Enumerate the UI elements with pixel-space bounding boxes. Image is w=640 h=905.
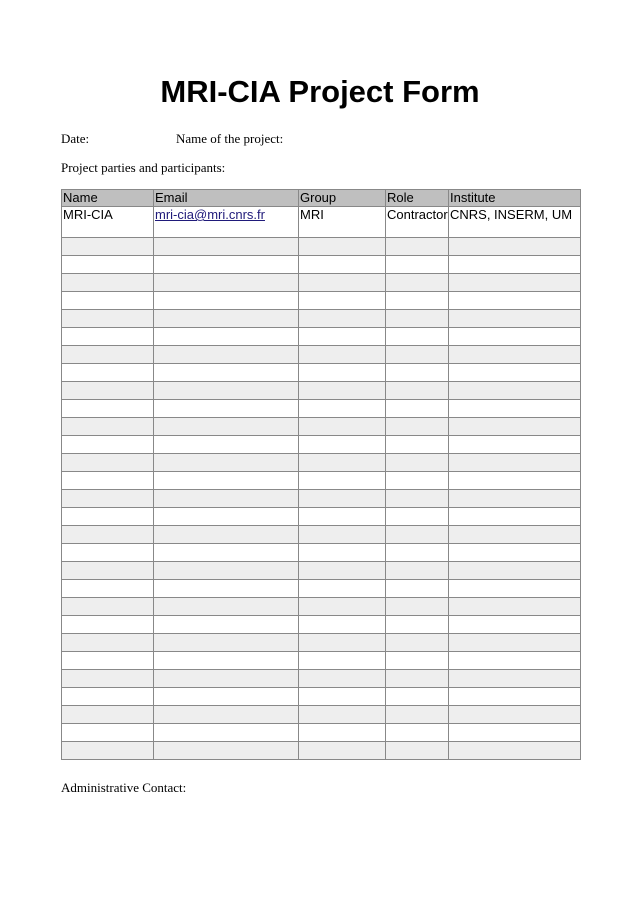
table-cell[interactable]	[154, 310, 299, 328]
table-cell[interactable]	[154, 634, 299, 652]
admin-contact-label: Administrative Contact:	[61, 780, 187, 795]
table-cell[interactable]	[449, 274, 581, 292]
table-cell[interactable]	[386, 364, 449, 382]
table-cell[interactable]	[154, 580, 299, 598]
table-cell[interactable]	[449, 256, 581, 274]
participants-table	[61, 189, 581, 760]
table-cell[interactable]	[154, 346, 299, 364]
header-institute: Institute	[449, 190, 581, 207]
table-row	[62, 436, 581, 454]
table-cell[interactable]	[449, 238, 581, 256]
table-cell[interactable]	[449, 292, 581, 310]
table-cell[interactable]	[449, 580, 581, 598]
table-cell[interactable]	[154, 670, 299, 688]
table-cell[interactable]	[449, 634, 581, 652]
table-cell[interactable]	[386, 436, 449, 454]
table-cell[interactable]	[154, 616, 299, 634]
table-row	[62, 742, 581, 760]
table-cell[interactable]	[386, 670, 449, 688]
table-cell[interactable]	[449, 454, 581, 472]
table-cell[interactable]	[154, 454, 299, 472]
table-cell[interactable]	[62, 670, 154, 688]
table-row	[62, 256, 581, 274]
table-cell[interactable]	[62, 346, 154, 364]
table-cell[interactable]	[62, 562, 154, 580]
table-cell[interactable]	[154, 544, 299, 562]
table-cell[interactable]	[386, 292, 449, 310]
table-cell[interactable]	[154, 526, 299, 544]
table-cell[interactable]	[386, 544, 449, 562]
table-cell[interactable]	[154, 742, 299, 760]
table-cell[interactable]	[299, 436, 386, 454]
table-cell[interactable]	[299, 544, 386, 562]
table-cell[interactable]	[449, 418, 581, 436]
table-cell[interactable]	[449, 364, 581, 382]
table-cell[interactable]	[62, 724, 154, 742]
table-cell[interactable]	[62, 364, 154, 382]
table-cell[interactable]	[62, 310, 154, 328]
table-cell[interactable]	[449, 616, 581, 634]
table-cell[interactable]	[449, 544, 581, 562]
table-cell[interactable]	[299, 364, 386, 382]
table-cell[interactable]	[62, 634, 154, 652]
table-row	[62, 346, 581, 364]
table-cell[interactable]	[154, 292, 299, 310]
table-cell[interactable]	[386, 382, 449, 400]
table-cell[interactable]	[299, 742, 386, 760]
table-cell[interactable]	[299, 328, 386, 346]
table-cell[interactable]	[386, 328, 449, 346]
table-cell[interactable]	[299, 508, 386, 526]
table-row	[62, 508, 581, 526]
table-row	[62, 490, 581, 508]
table-cell[interactable]	[62, 472, 154, 490]
table-row	[62, 274, 581, 292]
table-row	[62, 310, 581, 328]
table-row	[62, 580, 581, 598]
table-cell[interactable]	[154, 418, 299, 436]
table-cell[interactable]	[449, 436, 581, 454]
cell-name: MRI-CIA	[62, 207, 154, 238]
table-row	[62, 706, 581, 724]
table-row	[62, 454, 581, 472]
table-cell[interactable]	[62, 454, 154, 472]
table-cell[interactable]	[299, 616, 386, 634]
cell-email	[154, 207, 299, 238]
table-cell[interactable]	[299, 238, 386, 256]
table-cell[interactable]	[386, 418, 449, 436]
table-row	[62, 418, 581, 436]
table-cell[interactable]	[299, 598, 386, 616]
table-cell[interactable]	[299, 454, 386, 472]
table-cell[interactable]	[62, 652, 154, 670]
table-cell[interactable]	[62, 544, 154, 562]
table-cell[interactable]	[449, 598, 581, 616]
table-cell[interactable]	[386, 490, 449, 508]
table-cell[interactable]	[449, 490, 581, 508]
table-cell[interactable]	[449, 688, 581, 706]
table-cell[interactable]	[154, 688, 299, 706]
table-row	[62, 724, 581, 742]
table-cell[interactable]	[299, 256, 386, 274]
parties-label: Project parties and participants:	[61, 160, 226, 175]
table-cell[interactable]	[449, 328, 581, 346]
table-cell[interactable]	[299, 346, 386, 364]
table-row	[62, 328, 581, 346]
table-cell[interactable]	[154, 652, 299, 670]
project-name-label: Name of the project:	[176, 131, 284, 146]
table-cell[interactable]	[386, 742, 449, 760]
table-row	[62, 634, 581, 652]
table-row	[62, 598, 581, 616]
date-label: Date:	[61, 131, 90, 146]
table-cell[interactable]	[62, 400, 154, 418]
table-cell[interactable]	[386, 634, 449, 652]
table-row	[62, 238, 581, 256]
table-cell[interactable]	[299, 310, 386, 328]
table-cell[interactable]	[299, 688, 386, 706]
table-cell[interactable]	[299, 562, 386, 580]
table-row	[62, 652, 581, 670]
table-cell[interactable]	[62, 274, 154, 292]
table-cell[interactable]	[154, 724, 299, 742]
table-cell[interactable]	[62, 580, 154, 598]
table-row	[62, 400, 581, 418]
cell-group: MRI	[299, 207, 386, 238]
table-cell[interactable]	[386, 562, 449, 580]
table-cell[interactable]	[449, 742, 581, 760]
table-cell[interactable]	[299, 634, 386, 652]
table-cell[interactable]	[299, 724, 386, 742]
table-cell[interactable]	[154, 598, 299, 616]
table-cell[interactable]	[386, 238, 449, 256]
table-cell[interactable]	[449, 562, 581, 580]
table-cell[interactable]	[386, 616, 449, 634]
table-header-row	[62, 190, 581, 207]
table-row	[62, 382, 581, 400]
table-cell[interactable]	[386, 472, 449, 490]
table-cell[interactable]	[154, 274, 299, 292]
table-cell[interactable]	[154, 238, 299, 256]
table-cell[interactable]	[62, 418, 154, 436]
header-name: Name	[62, 190, 154, 207]
table-cell[interactable]	[62, 688, 154, 706]
table-cell[interactable]	[386, 580, 449, 598]
table-cell[interactable]	[386, 724, 449, 742]
table-cell[interactable]	[62, 490, 154, 508]
table-cell[interactable]	[449, 310, 581, 328]
table-row	[62, 364, 581, 382]
table-row	[62, 562, 581, 580]
table-cell[interactable]	[62, 292, 154, 310]
table-cell[interactable]	[449, 508, 581, 526]
table-cell[interactable]	[299, 472, 386, 490]
table-cell[interactable]	[449, 724, 581, 742]
table-cell[interactable]	[154, 256, 299, 274]
table-cell[interactable]	[449, 346, 581, 364]
table-cell[interactable]	[299, 490, 386, 508]
table-row	[62, 526, 581, 544]
table-cell[interactable]	[154, 400, 299, 418]
table-cell[interactable]	[62, 256, 154, 274]
table-cell[interactable]	[449, 400, 581, 418]
table-cell[interactable]	[154, 706, 299, 724]
table-cell[interactable]	[299, 652, 386, 670]
table-cell[interactable]	[299, 418, 386, 436]
cell-institute: CNRS, INSERM, UM	[449, 207, 581, 238]
table-cell[interactable]	[299, 670, 386, 688]
email-link[interactable]: mri-cia@mri.cnrs.fr	[155, 207, 265, 222]
table-cell[interactable]	[62, 238, 154, 256]
table-cell[interactable]	[386, 652, 449, 670]
table-cell[interactable]	[299, 706, 386, 724]
table-cell[interactable]	[154, 328, 299, 346]
table-cell[interactable]	[62, 508, 154, 526]
table-cell[interactable]	[449, 472, 581, 490]
table-cell[interactable]	[386, 508, 449, 526]
table-cell[interactable]	[449, 526, 581, 544]
table-cell[interactable]	[62, 436, 154, 454]
table-cell[interactable]	[154, 436, 299, 454]
table-row	[62, 670, 581, 688]
table-cell[interactable]	[386, 688, 449, 706]
table-cell[interactable]	[299, 580, 386, 598]
table-row	[62, 472, 581, 490]
table-row	[62, 688, 581, 706]
table-cell[interactable]	[299, 292, 386, 310]
table-cell[interactable]	[386, 598, 449, 616]
table-row	[62, 544, 581, 562]
table-cell[interactable]	[154, 382, 299, 400]
table-cell[interactable]	[154, 562, 299, 580]
table-cell[interactable]	[154, 364, 299, 382]
table-cell[interactable]	[386, 274, 449, 292]
table-row	[62, 292, 581, 310]
table-cell[interactable]	[449, 706, 581, 724]
table-cell[interactable]	[299, 382, 386, 400]
table-cell[interactable]	[154, 490, 299, 508]
header-role: Role	[386, 190, 449, 207]
table-cell[interactable]	[154, 508, 299, 526]
table-cell[interactable]	[62, 616, 154, 634]
header-email: Email	[154, 190, 299, 207]
table-cell[interactable]	[449, 382, 581, 400]
table-cell[interactable]	[449, 652, 581, 670]
table-cell[interactable]	[62, 742, 154, 760]
table-row	[62, 207, 581, 238]
table-row	[62, 616, 581, 634]
table-cell[interactable]	[62, 598, 154, 616]
table-cell[interactable]	[386, 706, 449, 724]
table-cell[interactable]	[386, 400, 449, 418]
table-cell[interactable]	[62, 706, 154, 724]
cell-role: Contractor	[386, 207, 449, 238]
table-cell[interactable]	[386, 454, 449, 472]
table-cell[interactable]	[154, 472, 299, 490]
page-title: MRI-CIA Project Form	[160, 74, 480, 109]
table-cell[interactable]	[62, 328, 154, 346]
table-cell[interactable]	[299, 526, 386, 544]
table-cell[interactable]	[299, 400, 386, 418]
table-cell[interactable]	[386, 346, 449, 364]
table-cell[interactable]	[386, 526, 449, 544]
table-cell[interactable]	[386, 256, 449, 274]
table-cell[interactable]	[62, 382, 154, 400]
table-cell[interactable]	[449, 670, 581, 688]
header-group: Group	[299, 190, 386, 207]
table-cell[interactable]	[299, 274, 386, 292]
table-cell[interactable]	[386, 310, 449, 328]
table-cell[interactable]	[62, 526, 154, 544]
